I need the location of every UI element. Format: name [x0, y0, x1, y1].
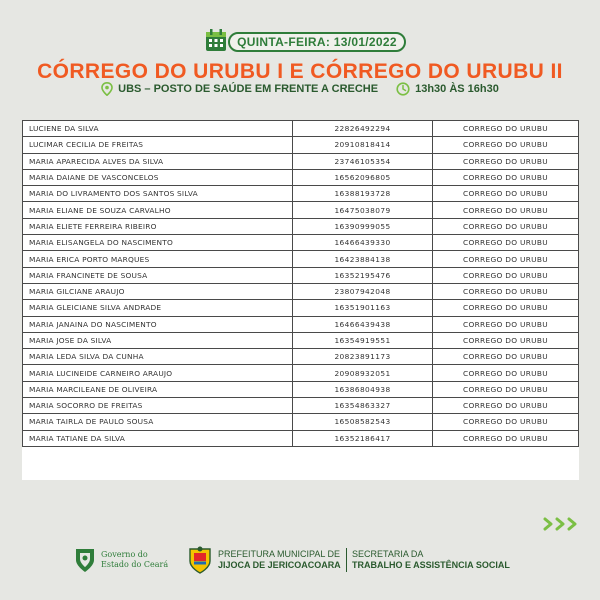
name-cell: MARIA GILCIANE ARAUJO — [23, 283, 293, 299]
table-row — [23, 186, 579, 202]
name-cell: MARIA ERICA PORTO MARQUES — [23, 251, 293, 267]
name-cell: MARIA ELIANE DE SOUZA CARVALHO — [23, 202, 293, 218]
name-cell: MARIA GLEICIANE SILVA ANDRADE — [23, 300, 293, 316]
location-text: UBS – POSTO DE SAÚDE EM FRENTE A CRECHE — [118, 83, 379, 95]
place-cell: CORREGO DO URUBU — [433, 381, 579, 397]
place-cell: CORREGO DO URUBU — [433, 430, 579, 446]
name-cell: MARIA ELISANGELA DO NASCIMENTO — [23, 235, 293, 251]
table-row — [23, 349, 579, 365]
place-cell: CORREGO DO URUBU — [433, 316, 579, 332]
table-row — [23, 414, 579, 430]
place-cell: CORREGO DO URUBU — [433, 398, 579, 414]
map-pin-icon — [101, 82, 113, 96]
name-cell: MARIA JANAINA DO NASCIMENTO — [23, 316, 293, 332]
id-cell: 16475038079 — [293, 202, 433, 218]
name-cell: MARIA DAIANE DE VASCONCELOS — [23, 169, 293, 185]
place-cell: CORREGO DO URUBU — [433, 283, 579, 299]
sec-line-2: TRABALHO E ASSISTÊNCIA SOCIAL — [352, 560, 510, 570]
id-cell: 16352195476 — [293, 267, 433, 283]
table-row — [23, 430, 579, 446]
table-row — [23, 251, 579, 267]
page-title: CÓRREGO DO URUBU I E CÓRREGO DO URUBU II — [37, 60, 563, 83]
table-row — [23, 381, 579, 397]
id-cell: 23807942048 — [293, 283, 433, 299]
name-cell: LUCIENE DA SILVA — [23, 121, 293, 137]
place-cell: CORREGO DO URUBU — [433, 349, 579, 365]
beneficiary-table-container — [22, 120, 579, 480]
place-cell: CORREGO DO URUBU — [433, 121, 579, 137]
table-row — [23, 283, 579, 299]
id-cell: 16386804938 — [293, 381, 433, 397]
place-cell: CORREGO DO URUBU — [433, 137, 579, 153]
name-cell: MARIA DO LIVRAMENTO DOS SANTOS SILVA — [23, 186, 293, 202]
place-cell: CORREGO DO URUBU — [433, 332, 579, 348]
id-cell: 16423884138 — [293, 251, 433, 267]
name-cell: LUCIMAR CECILIA DE FREITAS — [23, 137, 293, 153]
calendar-icon — [204, 28, 230, 54]
table-row — [23, 398, 579, 414]
table-row — [23, 300, 579, 316]
name-cell: MARIA LEDA SILVA DA CUNHA — [23, 349, 293, 365]
name-cell: MARIA TATIANE DA SILVA — [23, 430, 293, 446]
table-row — [23, 316, 579, 332]
pref-line-1: PREFEITURA MUNICIPAL DE — [218, 549, 341, 559]
id-cell: 16388193728 — [293, 186, 433, 202]
table-row — [23, 169, 579, 185]
id-cell: 16354863327 — [293, 398, 433, 414]
table-row — [23, 202, 579, 218]
ceara-state-crest-icon — [73, 546, 97, 574]
table-row — [23, 332, 579, 348]
place-cell: CORREGO DO URUBU — [433, 235, 579, 251]
secretariat-label — [352, 549, 510, 571]
table-row — [23, 121, 579, 137]
name-cell: MARIA FRANCINETE DE SOUSA — [23, 267, 293, 283]
place-cell: CORREGO DO URUBU — [433, 169, 579, 185]
footer — [0, 542, 600, 582]
clock-icon — [396, 82, 410, 96]
pref-line-2: JIJOCA DE JERICOACOARA — [218, 560, 341, 570]
location-row — [0, 80, 600, 98]
id-cell: 20823891173 — [293, 349, 433, 365]
place-cell: CORREGO DO URUBU — [433, 218, 579, 234]
gov-line-1: Governo do — [101, 550, 148, 559]
name-cell: MARIA ELIETE FERREIRA RIBEIRO — [23, 218, 293, 234]
table-row — [23, 267, 579, 283]
id-cell: 23746105354 — [293, 153, 433, 169]
id-cell: 16466439330 — [293, 235, 433, 251]
id-cell: 16390999055 — [293, 218, 433, 234]
table-row — [23, 365, 579, 381]
municipality-label — [218, 549, 341, 571]
state-government-label — [101, 550, 168, 570]
name-cell: MARIA APARECIDA ALVES DA SILVA — [23, 153, 293, 169]
time-text: 13h30 ÀS 16h30 — [415, 83, 499, 95]
table-row — [23, 137, 579, 153]
place-cell: CORREGO DO URUBU — [433, 251, 579, 267]
footer-divider — [346, 548, 347, 572]
id-cell: 16352186417 — [293, 430, 433, 446]
name-cell: MARIA TAIRLA DE PAULO SOUSA — [23, 414, 293, 430]
table-row — [23, 218, 579, 234]
beneficiary-table — [22, 120, 579, 447]
date-label: QUINTA-FEIRA: 13/01/2022 — [228, 32, 406, 52]
place-cell: CORREGO DO URUBU — [433, 267, 579, 283]
table-row — [23, 153, 579, 169]
gov-line-2: Estado do Ceará — [101, 560, 169, 569]
place-cell: CORREGO DO URUBU — [433, 186, 579, 202]
id-cell: 20910818414 — [293, 137, 433, 153]
place-cell: CORREGO DO URUBU — [433, 202, 579, 218]
id-cell: 16508582543 — [293, 414, 433, 430]
place-cell: CORREGO DO URUBU — [433, 365, 579, 381]
name-cell: MARIA JOSE DA SILVA — [23, 332, 293, 348]
place-cell: CORREGO DO URUBU — [433, 153, 579, 169]
name-cell: MARIA MARCILEANE DE OLIVEIRA — [23, 381, 293, 397]
id-cell: 16351901163 — [293, 300, 433, 316]
municipality-crest-icon — [186, 545, 214, 575]
name-cell: MARIA LUCINEIDE CARNEIRO ARAUJO — [23, 365, 293, 381]
id-cell: 16354919551 — [293, 332, 433, 348]
table-row — [23, 235, 579, 251]
place-cell: CORREGO DO URUBU — [433, 414, 579, 430]
sec-line-1: SECRETARIA DA — [352, 549, 424, 559]
id-cell: 20908932051 — [293, 365, 433, 381]
id-cell: 22826492294 — [293, 121, 433, 137]
name-cell: MARIA SOCORRO DE FREITAS — [23, 398, 293, 414]
date-row — [0, 28, 600, 56]
id-cell: 16466439438 — [293, 316, 433, 332]
chevrons-right-icon — [542, 516, 582, 532]
place-cell: CORREGO DO URUBU — [433, 300, 579, 316]
id-cell: 16562096805 — [293, 169, 433, 185]
